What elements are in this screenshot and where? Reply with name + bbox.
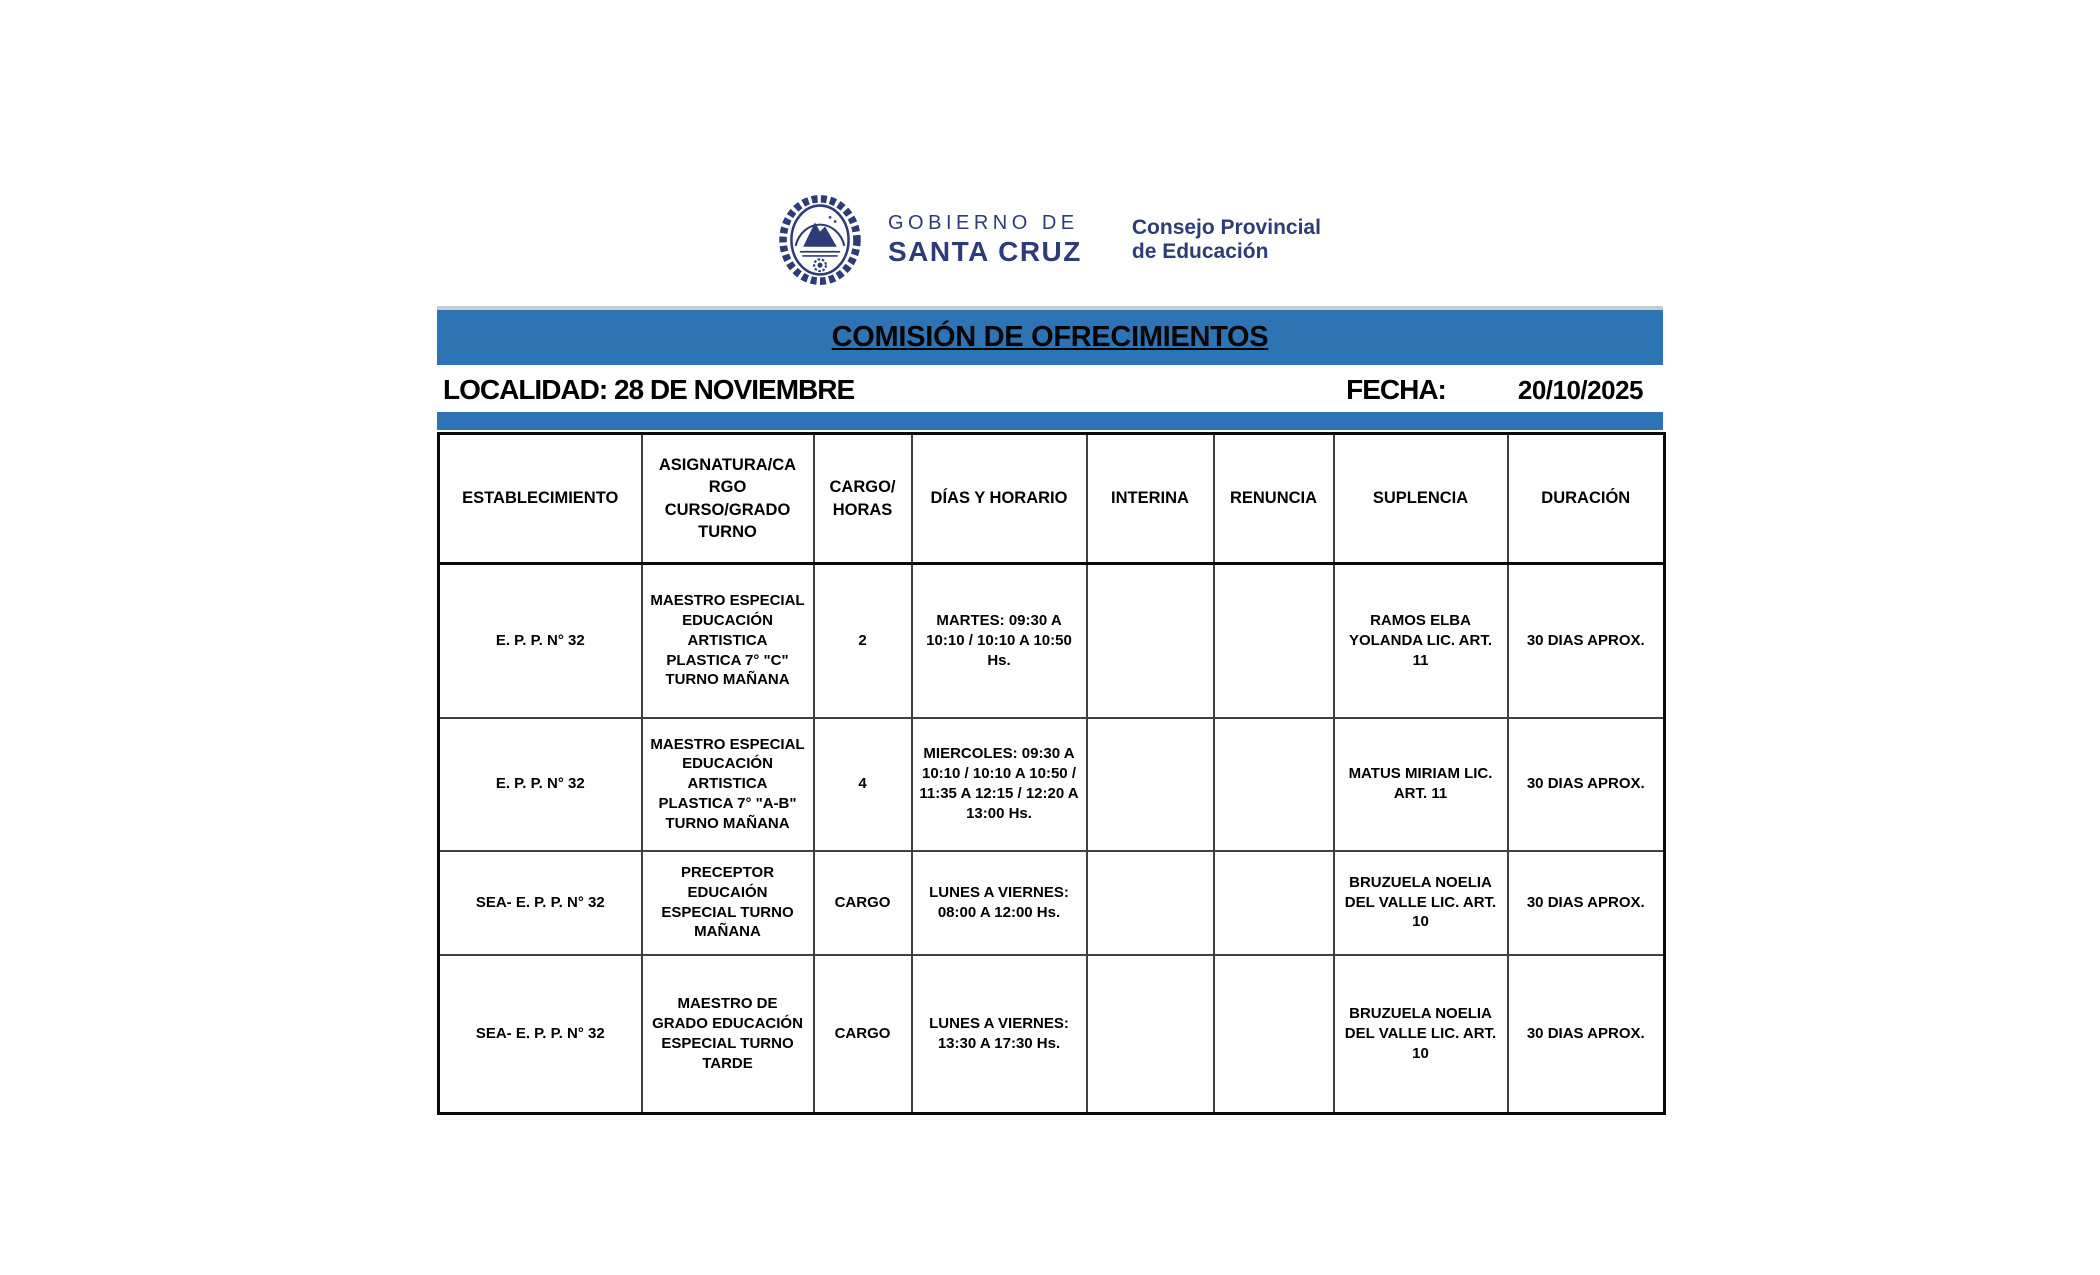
government-line1: GOBIERNO DE — [888, 212, 1079, 234]
cell-interina — [1087, 564, 1214, 718]
santa-cruz-crest-icon — [778, 194, 862, 286]
cell-cargo-horas: CARGO — [814, 955, 912, 1114]
cell-dias-horario: MIERCOLES: 09:30 A 10:10 / 10:10 A 10:50 / 11:35 A 12:15 / 12:20 A 13:00 Hs. — [912, 718, 1087, 851]
cell-suplencia: MATUS MIRIAM LIC. ART. 11 — [1334, 718, 1508, 851]
cell-duracion: 30 DIAS APROX. — [1508, 718, 1665, 851]
column-header-renuncia: RENUNCIA — [1214, 434, 1334, 564]
localidad-text: LOCALIDAD: 28 DE NOVIEMBRE — [443, 374, 855, 405]
table-row — [439, 564, 1665, 718]
cell-duracion: 30 DIAS APROX. — [1508, 955, 1665, 1114]
cell-asignatura: MAESTRO ESPECIAL EDUCACIÓN ARTISTICA PLASTICA 7° "C" TURNO MAÑANA — [642, 564, 814, 718]
divider-bar — [437, 412, 1663, 430]
column-header-dias-horario: DÍAS Y HORARIO — [912, 434, 1087, 564]
column-header-duracion: DURACIÓN — [1508, 434, 1665, 564]
cell-suplencia: BRUZUELA NOELIA DEL VALLE LIC. ART. 10 — [1334, 851, 1508, 955]
cell-suplencia: RAMOS ELBA YOLANDA LIC. ART. 11 — [1334, 564, 1508, 718]
fecha-value: 20/10/2025 — [1517, 375, 1643, 405]
table-row — [439, 851, 1665, 955]
title-bar — [437, 306, 1663, 365]
cell-cargo-horas: 4 — [814, 718, 912, 851]
cell-asignatura: MAESTRO ESPECIAL EDUCACIÓN ARTISTICA PLASTICA 7° "A-B" TURNO MAÑANA — [642, 718, 814, 851]
cell-renuncia — [1214, 851, 1334, 955]
cell-cargo-horas: CARGO — [814, 851, 912, 955]
cell-establecimiento: E. P. P. N° 32 — [439, 564, 642, 718]
cell-suplencia: BRUZUELA NOELIA DEL VALLE LIC. ART. 10 — [1334, 955, 1508, 1114]
column-header-establecimiento: ESTABLECIMIENTO — [439, 434, 642, 564]
cell-interina — [1087, 851, 1214, 955]
council-wordmark — [1132, 216, 1321, 264]
offers-table — [437, 432, 1666, 1115]
column-header-cargo-horas: CARGO/ HORAS — [814, 434, 912, 564]
page-title: COMISIÓN DE OFRECIMIENTOS — [831, 321, 1269, 353]
cell-dias-horario: LUNES A VIERNES: 08:00 A 12:00 Hs. — [912, 851, 1087, 955]
cell-establecimiento: SEA- E. P. P. N° 32 — [439, 955, 642, 1114]
cell-establecimiento: E. P. P. N° 32 — [439, 718, 642, 851]
table-row — [439, 955, 1665, 1114]
logo-block — [778, 194, 1321, 286]
meta-row — [437, 371, 1663, 409]
cell-duracion: 30 DIAS APROX. — [1508, 851, 1665, 955]
cell-interina — [1087, 718, 1214, 851]
government-line2: SANTA CRUZ — [888, 236, 1082, 267]
cell-interina — [1087, 955, 1214, 1114]
column-header-interina: INTERINA — [1087, 434, 1214, 564]
column-header-suplencia: SUPLENCIA — [1334, 434, 1508, 564]
cell-cargo-horas: 2 — [814, 564, 912, 718]
cell-renuncia — [1214, 564, 1334, 718]
cell-asignatura: PRECEPTOR EDUCAIÓN ESPECIAL TURNO MAÑANA — [642, 851, 814, 955]
cell-establecimiento: SEA- E. P. P. N° 32 — [439, 851, 642, 955]
fecha-group — [1346, 374, 1643, 406]
council-line2: de Educación — [1131, 240, 1269, 263]
cell-dias-horario: LUNES A VIERNES: 13:30 A 17:30 Hs. — [912, 955, 1087, 1114]
cell-dias-horario: MARTES: 09:30 A 10:10 / 10:10 A 10:50 Hs. — [912, 564, 1087, 718]
cell-asignatura: MAESTRO DE GRADO EDUCACIÓN ESPECIAL TURNO TARDE — [642, 955, 814, 1114]
council-line1: Consejo Provincial — [1131, 215, 1321, 239]
cell-renuncia — [1214, 718, 1334, 851]
fecha-label: FECHA: — [1346, 374, 1446, 405]
column-header-asignatura: ASIGNATURA/CARGO CURSO/GRADO TURNO — [642, 434, 814, 564]
cell-duracion: 30 DIAS APROX. — [1508, 564, 1665, 718]
government-wordmark — [888, 212, 1082, 268]
cell-renuncia — [1214, 955, 1334, 1114]
table-row — [439, 718, 1665, 851]
table-header-row — [439, 434, 1665, 564]
